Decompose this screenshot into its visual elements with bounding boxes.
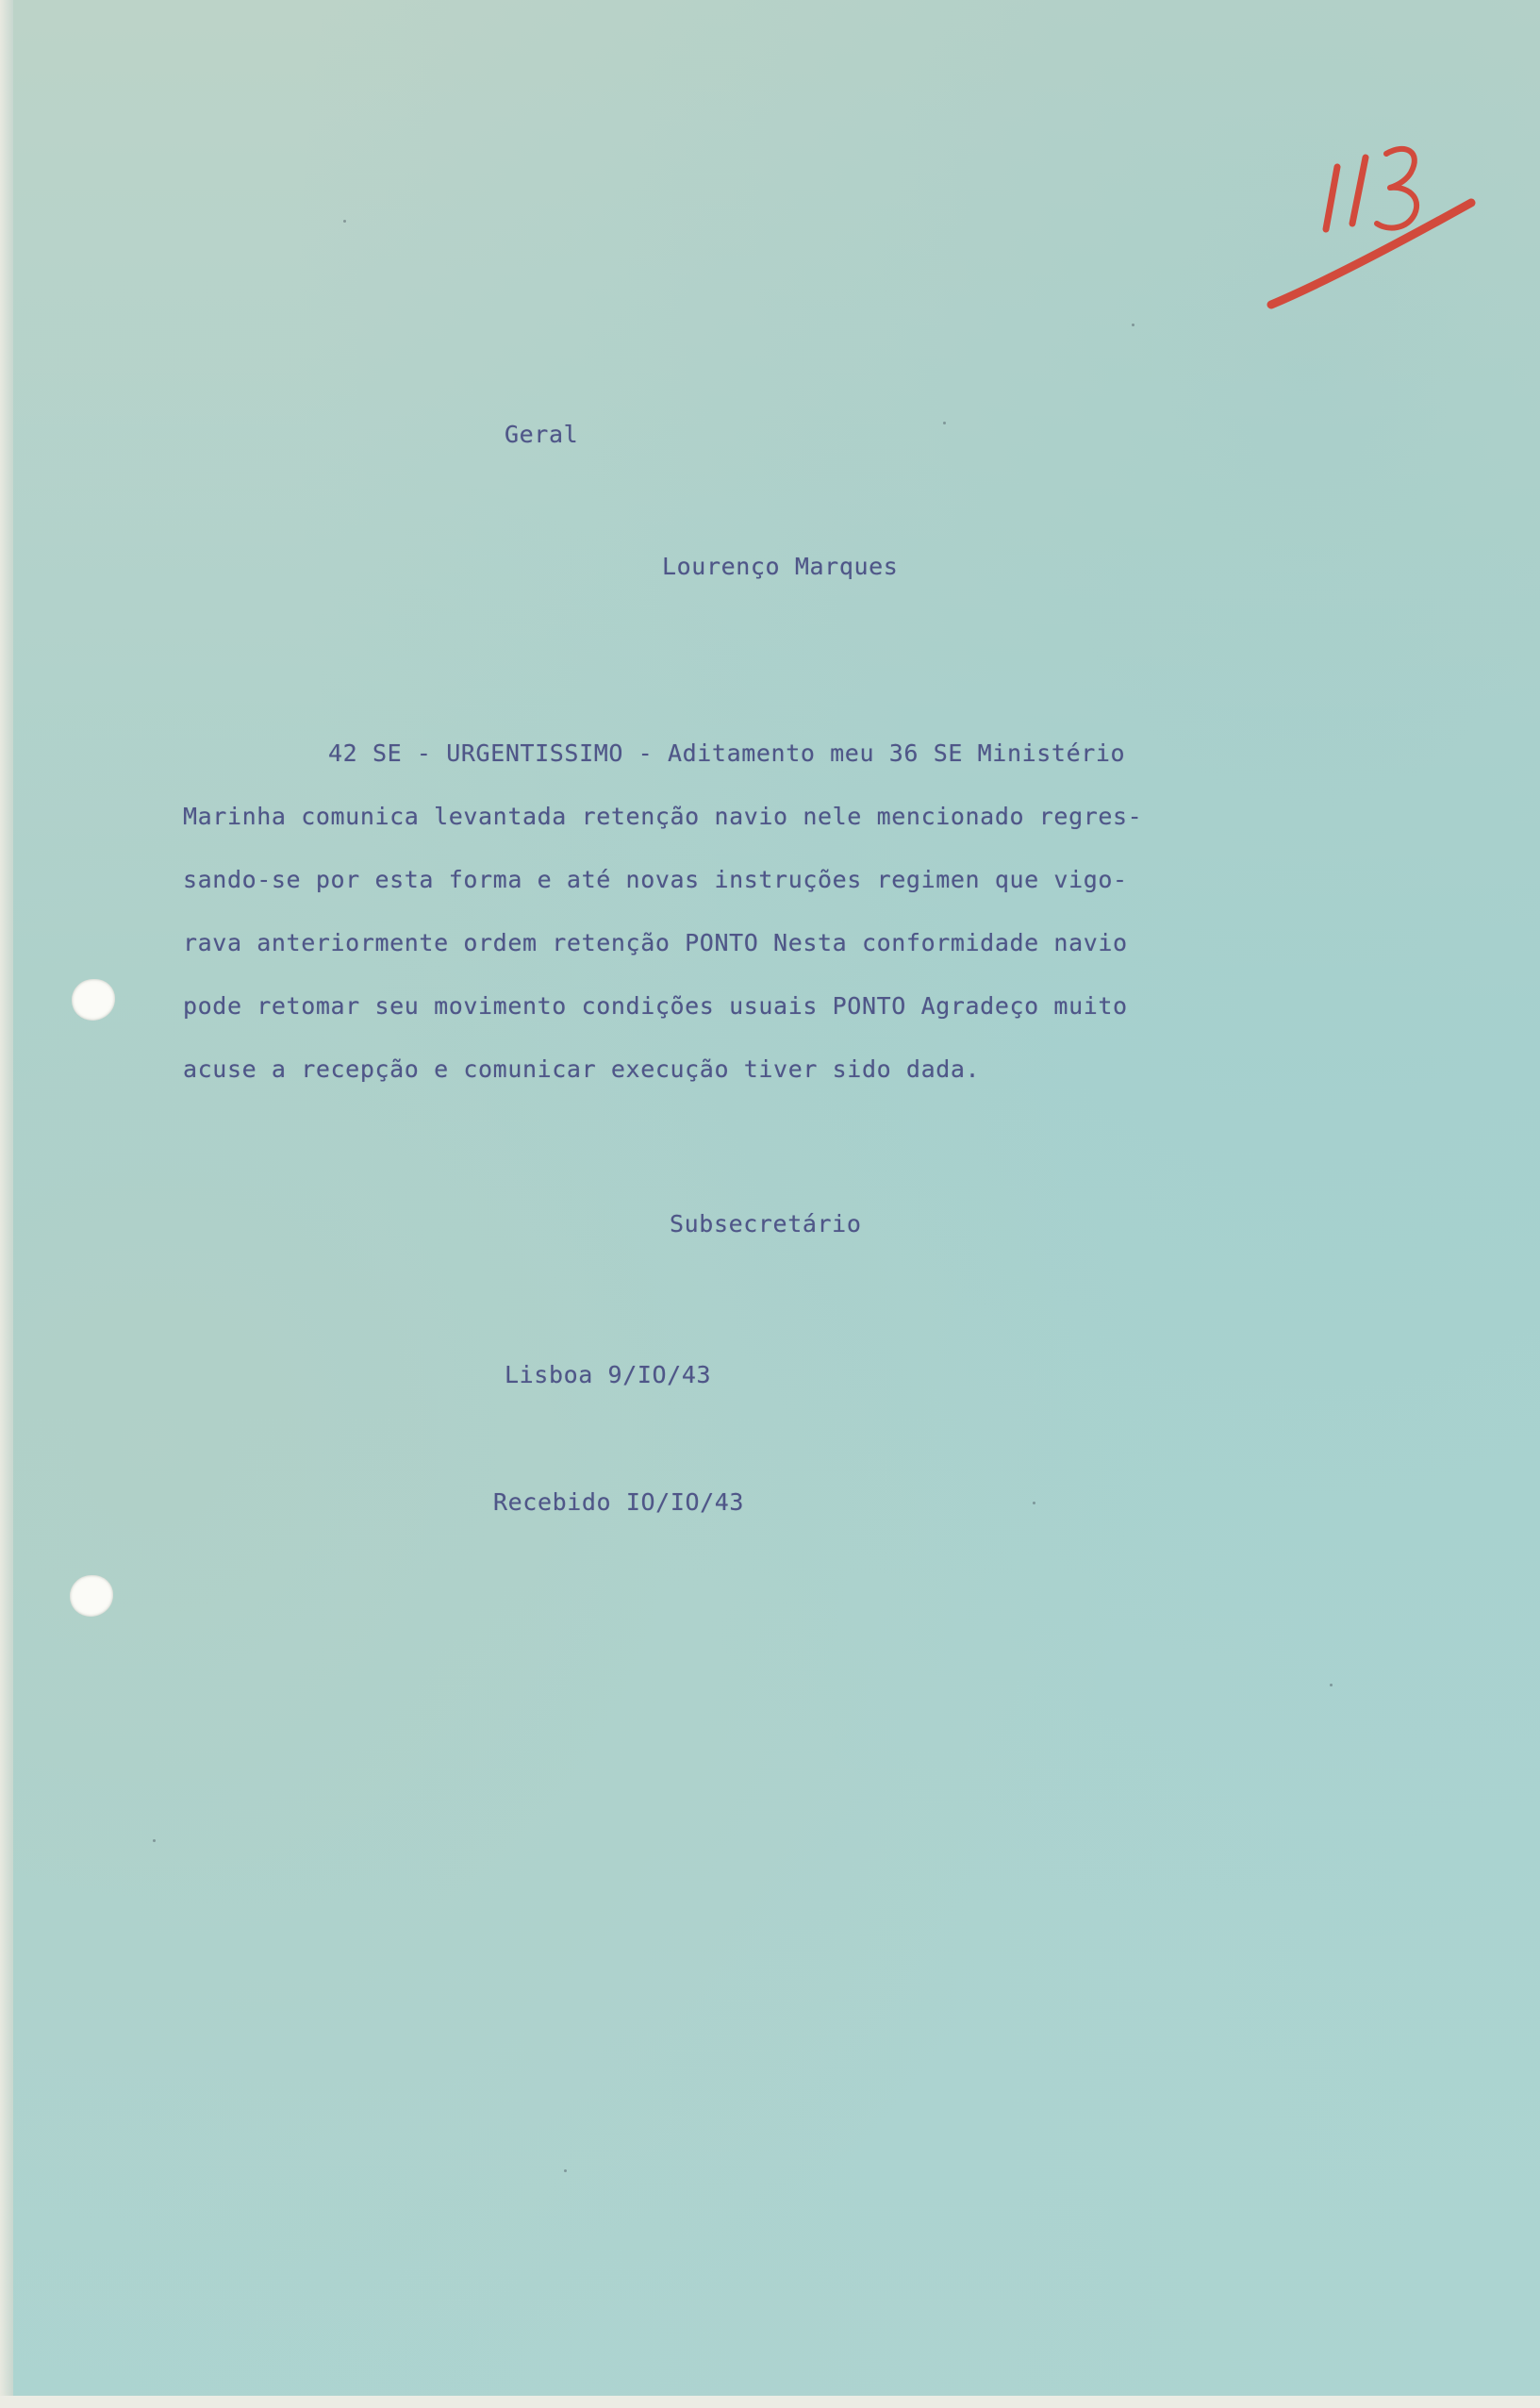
body-line: pode retomar seu movimento condições usuais PONTO Agradeço muito bbox=[183, 992, 1128, 1020]
folio-number-handwritten bbox=[1264, 118, 1490, 325]
body-line: acuse a recepção e comunicar execução tiver sido dada. bbox=[183, 1055, 981, 1083]
received-date: Recebido IO/IO/43 bbox=[493, 1488, 745, 1516]
sent-date: Lisboa 9/IO/43 bbox=[505, 1361, 712, 1388]
paper-speck bbox=[153, 1839, 156, 1842]
punch-hole-top bbox=[72, 979, 115, 1021]
telegram-body bbox=[183, 739, 1220, 1119]
page-bottom-edge bbox=[0, 2396, 1540, 2408]
signature-label: Subsecretário bbox=[670, 1210, 862, 1237]
paper-speck bbox=[1132, 324, 1134, 326]
body-line: rava anteriormente ordem retenção PONTO Nesta conformidade navio bbox=[183, 929, 1128, 956]
category-label: Geral bbox=[505, 421, 579, 448]
punch-hole-bottom bbox=[70, 1575, 113, 1617]
paper-speck bbox=[564, 2169, 567, 2172]
destination-label: Lourenço Marques bbox=[662, 553, 899, 580]
paper-speck bbox=[343, 220, 346, 223]
paper-speck bbox=[943, 422, 946, 424]
page-left-edge bbox=[0, 0, 13, 2408]
body-line: Marinha comunica levantada retenção navio nele mencionado regres- bbox=[183, 803, 1143, 830]
paper-speck bbox=[1330, 1684, 1333, 1686]
body-line: 42 SE - URGENTISSIMO - Aditamento meu 36 SE Ministério bbox=[328, 739, 1126, 767]
paper-speck bbox=[1033, 1502, 1035, 1504]
body-line: sando-se por esta forma e até novas instruções regimen que vigo- bbox=[183, 866, 1128, 893]
